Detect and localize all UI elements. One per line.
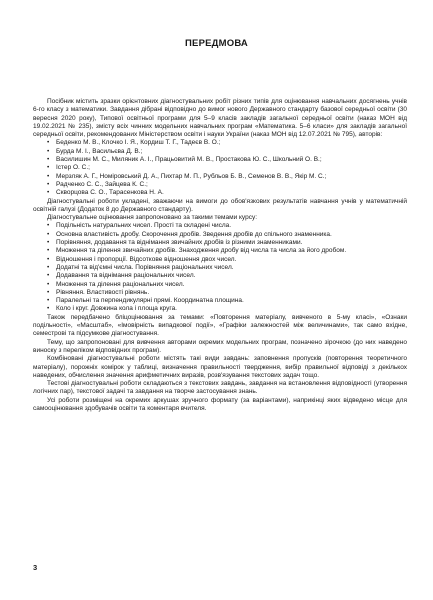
author-item: [47, 189, 407, 197]
author-item-text: Мерзляк А. Г., Номіровський Д. А., Пихтар М. П., Рубльов Б. В., Семенов В. В., Якір М. С.;: [56, 172, 327, 180]
topics-intro-paragraph: Діагностувальне оцінювання запропоновано за такими темами курсу:: [47, 214, 258, 222]
bullet-icon: •: [47, 222, 50, 230]
bullet-icon: •: [47, 263, 50, 271]
bullet-icon: •: [47, 297, 50, 305]
bullet-icon: •: [47, 305, 50, 313]
topic-item-text: Множення та ділення раціональних чисел.: [56, 280, 185, 288]
page-title: ПЕРЕДМОВА: [185, 38, 248, 49]
topic-item-text: Рівняння. Властивості рівнянь.: [56, 288, 150, 296]
bullet-icon: •: [47, 255, 50, 263]
topic-item-text: Подільність натуральних чисел. Прості та складені числа.: [56, 222, 232, 230]
topic-item: [47, 264, 407, 272]
bullet-icon: •: [47, 156, 50, 164]
author-item: [47, 173, 407, 181]
topic-item-text: Відношення і пропорції. Відсоткове відношення двох чисел.: [56, 255, 237, 263]
topic-item: [47, 305, 407, 313]
author-item: [47, 148, 407, 156]
requirements-paragraph: Діагностувальні роботи укладені, зважаючи на вимоги до обов'язкових результатів навчання учнів у математичній освітній галузі (Додаток 8 до Державного стандарту).: [33, 197, 407, 213]
author-item: [47, 181, 407, 189]
bullet-icon: •: [47, 180, 50, 188]
author-item-text: Василишин М. С., Миляник А. І., Працьовитий М. В., Простакова Ю. С., Школьний О. В.;: [56, 156, 322, 164]
authors-list: [33, 139, 407, 197]
author-item: [47, 164, 407, 172]
footnote-paragraph: Тему, що запропоновані для вивчення авторами окремих модельних програм, позначено зірочкою (до них наведено виноску з переліком відповідних програм).: [33, 338, 407, 354]
bullet-icon: •: [47, 139, 50, 147]
author-item-text: Бурда М. І., Васильєва Д. В.;: [56, 147, 143, 155]
author-item-text: Скворцова С. О., Тарасенкова Н. А.: [56, 189, 164, 197]
topic-item-text: Коло і круг. Довжина кола і площа круга.: [56, 305, 177, 313]
topic-item: [47, 247, 407, 255]
bullet-icon: •: [47, 164, 50, 172]
format-paragraph: Усі роботи розміщені на окремих аркушах зручного формату (за варіантами), наприкінці яких відведено місце для самооцінювання здобувачів освіти та коментаря вчителя.: [33, 396, 407, 412]
bullet-icon: •: [47, 239, 50, 247]
author-item: [47, 156, 407, 164]
bullet-icon: •: [47, 172, 50, 180]
topic-item-text: Множення та ділення звичайних дробів. Знаходження дробу від числа та числа за його дробом.: [56, 247, 347, 255]
topic-item-text: Додавання та віднімання раціональних чисел.: [56, 272, 196, 280]
bullet-icon: •: [47, 280, 50, 288]
topic-item: [47, 281, 407, 289]
topic-item: [47, 256, 407, 264]
author-item-text: Радченко С. С., Зайцева К. С.;: [56, 180, 148, 188]
document-body: [33, 98, 407, 413]
topic-item: [47, 289, 407, 297]
blitz-paragraph: Також передбачено бліцоцінювання за темами: «Повторення матеріалу, вивченого в 5-му класі», «Ознаки подільності», «Масштаб», «Імовірність випадкової події», «Графіки залежностей між величинами», так само вхідне, семестрові та підсумкове діагностування.: [33, 313, 407, 338]
author-item-text: Беденко М. В., Клочко І. Я., Кордиш Т. Г., Тадеєв В. О.;: [56, 139, 221, 147]
bullet-icon: •: [47, 272, 50, 280]
bullet-icon: •: [47, 230, 50, 238]
combined-work-paragraph: Комбіновані діагностувальні роботи містять такі види завдань: заповнення пропусків (повторення теоретичного матеріалу), порожніх комірок у таблиці, визначення правильності твердження, вибір правильної відповіді з декількох наведених, обчислення значення арифметичних виразів, розв'язування текстових задач тощо.: [33, 355, 407, 379]
bullet-icon: •: [47, 247, 50, 255]
intro-paragraph: Посібник містить зразки орієнтовних діагностувальних робіт різних типів для оцінювання навчальних досягнень учнів 6-го класу з математики. Завдання дібрані відповідно до вимог нового Державного стандарту базової середньої освіти (30 вересня 2020 року), Типової освітньої програми для 5–9 класів закладів загальної середньої освіти (наказ МОН від 19.02.2021 № 235), змісту всіх чинних модельних навчальних програм «Математика. 5–6 класи» для закладів загальної середньої освіти, рекомендованих Міністерством освіти і науки України (наказ МОН від 12.07.2021 № 795), авторів:: [33, 98, 407, 139]
topic-item-text: Порівняння, додавання та віднімання звичайних дробів із різними знаменниками.: [56, 239, 303, 247]
topic-item-text: Паралельні та перпендикулярні прямі. Координатна площина.: [56, 297, 244, 305]
topic-item: [47, 222, 407, 230]
test-work-paragraph: Тестові діагностувальні роботи складаються з текстових завдань, завдання на встановлення відповідності (утворення логічних пар), текстової задачі та завдання на творче застосування знань.: [33, 380, 407, 396]
author-item-text: Істер О. С.;: [56, 164, 90, 172]
topic-item-text: Основна властивість дробу. Скорочення дробів. Зведення дробів до спільного знаменника.: [56, 230, 332, 238]
bullet-icon: •: [47, 288, 50, 296]
author-item: [47, 139, 407, 147]
topics-list: [33, 222, 407, 313]
topic-item: [47, 272, 407, 280]
topic-item-text: Додатні та від'ємні числа. Порівняння раціональних чисел.: [56, 263, 234, 271]
page-number: 3: [33, 563, 38, 572]
bullet-icon: •: [47, 147, 50, 155]
bullet-icon: •: [47, 189, 50, 197]
topic-item: [47, 231, 407, 239]
